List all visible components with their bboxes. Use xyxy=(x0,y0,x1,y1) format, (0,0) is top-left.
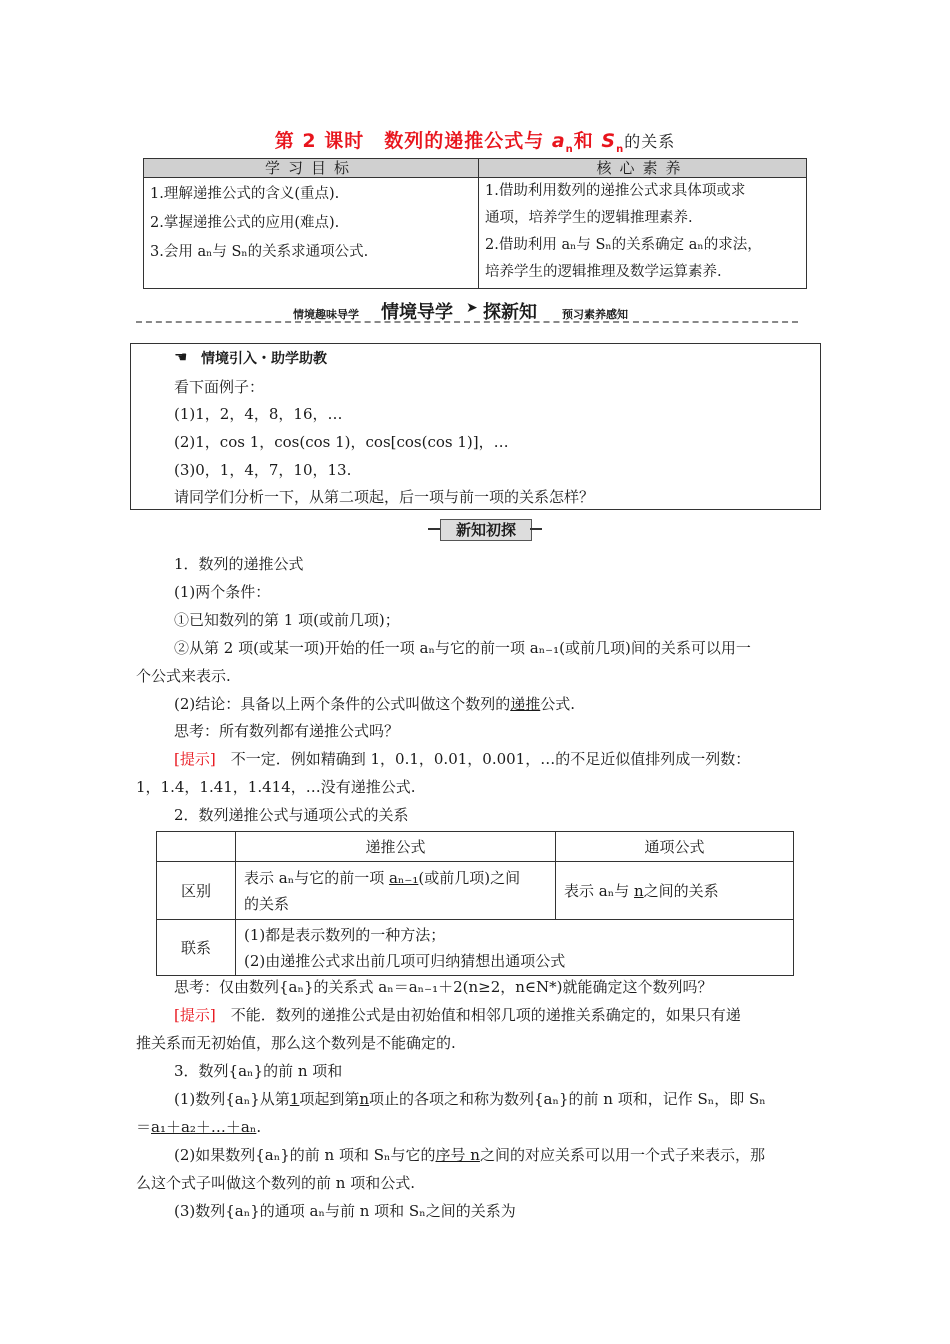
goals-header-2: 核心素养 xyxy=(479,159,807,178)
section-1-heading: 1．数列的递推公式 xyxy=(174,555,304,573)
arrow-icon: ➤ xyxy=(466,300,478,316)
page-title: 第 2 课时 数列的递推公式与 $a_n$和 $S_n$的关系 xyxy=(274,130,676,155)
goals-header-1: 学习目标 xyxy=(144,159,479,178)
banner-divider xyxy=(136,321,798,323)
intro-heading: 情境引入・助学助教 xyxy=(201,351,327,367)
section-3-heading: 3．数列{aₙ}的前 n 项和 xyxy=(174,1062,343,1080)
goals-col-1: 1.理解递推公式的含义(重点). 2.掌握递推公式的应用(难点). 3.会用 aₙ与 Sₙ的关系求通项公式. xyxy=(144,178,479,289)
goals-table xyxy=(143,158,807,289)
section-2-heading: 2．数列递推公式与通项公式的关系 xyxy=(174,806,409,824)
section-banner: 情境趣味导学 情境导学 ➤ 探新知 预习素养感知 xyxy=(136,296,798,324)
intro-box: ☚ 情境引入・助学助教 看下面例子： (1)1，2，4，8，16，… (2)1，cos 1，cos(cos 1)，cos[cos(cos 1)]，… (3)0，1，4，7，10，13. 请同学们分析一下，从第二项起，后一项与前一项的关系怎样？ xyxy=(130,343,821,510)
hint-label: [提示] xyxy=(174,750,216,768)
handshake-icon: ☚ xyxy=(174,348,188,366)
relation-table: 递推公式 通项公式 区别 表示 aₙ与它的前一项 aₙ₋₁(或前几项)之间 的关系 表示 aₙ与 n之间的关系 联系 (1)都是表示数列的一种方法； (2)由递推公式求出前几项可归纳猜想出通项公式 xyxy=(156,831,794,976)
goals-col-2: 1.借助利用数列的递推公式求具体项或求 通项，培养学生的逻辑推理素养. 2.借助利用 aₙ与 Sₙ的关系确定 aₙ的求法， 培养学生的逻辑推理及数学运算素养. xyxy=(479,178,807,289)
new-knowledge-badge: 新知初探 xyxy=(428,519,542,541)
